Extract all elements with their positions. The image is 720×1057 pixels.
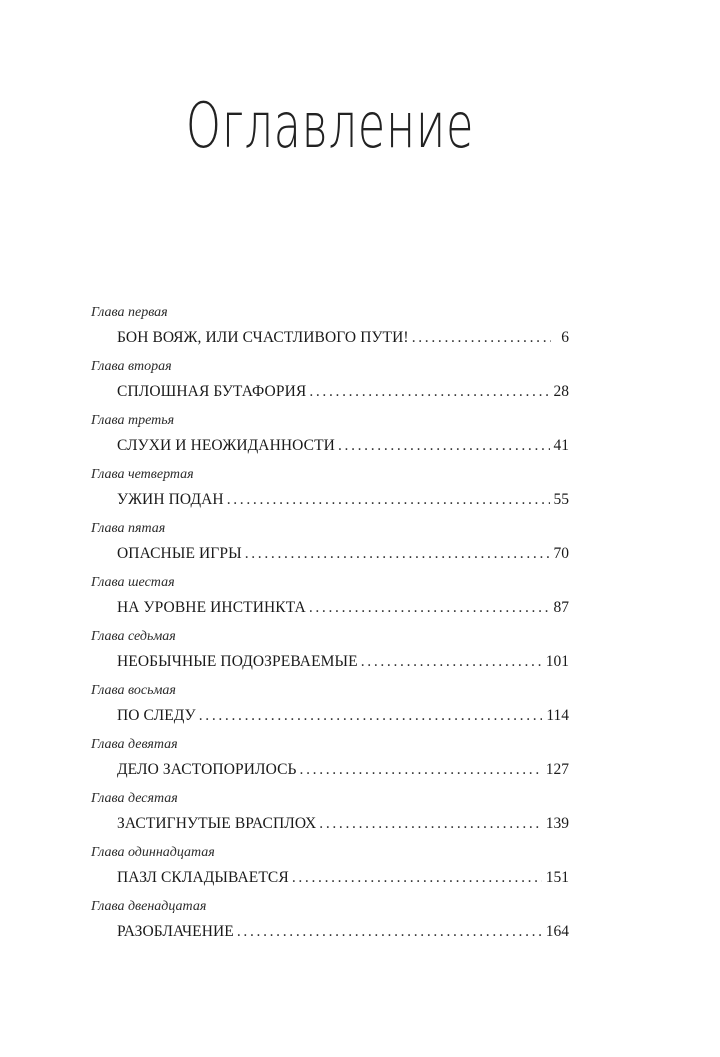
chapter-label: Глава шестая [91,575,175,590]
chapter-label: Глава пятая [91,521,166,536]
chapter-title-line [117,436,569,455]
toc-entry[interactable] [91,520,569,574]
chapter-label: Глава четвертая [91,467,194,482]
page-number: 70 [553,545,569,562]
dot-leader [361,652,542,671]
toc-entry[interactable] [91,682,569,736]
dot-leader [338,436,550,455]
page-number: 164 [545,923,569,940]
chapter-title-line [117,544,569,563]
chapter-title: НА УРОВНЕ ИНСТИНКТА [117,599,306,616]
dot-leader [412,328,551,347]
chapter-title: РАЗОБЛАЧЕНИЕ [117,923,234,940]
dot-leader [309,598,550,617]
dot-leader [300,760,542,779]
toc-entry[interactable] [91,466,569,520]
toc-entry[interactable] [91,736,569,790]
chapter-title: ДЕЛО ЗАСТОПОРИЛОСЬ [117,761,297,778]
chapter-label: Глава одиннадцатая [91,845,215,860]
chapter-label: Глава десятая [91,791,178,806]
chapter-title-line [117,328,569,347]
chapter-title-line [117,760,569,779]
chapter-title: УЖИН ПОДАН [117,491,224,508]
chapter-title-line [117,868,569,887]
page-number: 87 [553,599,569,616]
chapter-title-line [117,382,569,401]
chapter-title: ПО СЛЕДУ [117,707,196,724]
page-number: 41 [553,437,569,454]
chapter-title: БОН ВОЯЖ, ИЛИ СЧАСТЛИВОГО ПУТИ! [117,329,409,346]
table-of-contents [91,304,569,952]
chapter-title: ОПАСНЫЕ ИГРЫ [117,545,242,562]
page-number: 6 [561,329,569,346]
toc-entry[interactable] [91,790,569,844]
chapter-label: Глава девятая [91,737,178,752]
chapter-title: ПАЗЛ СКЛАДЫВАЕТСЯ [117,869,289,886]
toc-entry[interactable] [91,412,569,466]
page-title: Оглавление [185,89,475,162]
chapter-title-line [117,706,569,725]
dot-leader [237,922,542,941]
dot-leader [227,490,550,509]
toc-entry[interactable] [91,574,569,628]
chapter-label: Глава вторая [91,359,172,374]
chapter-title-line [117,922,569,941]
page-number: 127 [545,761,569,778]
page-number: 55 [553,491,569,508]
toc-entry[interactable] [91,844,569,898]
page-number: 151 [545,869,569,886]
chapter-label: Глава двенадцатая [91,899,207,914]
dot-leader [245,544,550,563]
page-number: 139 [545,815,569,832]
dot-leader [199,706,543,725]
chapter-title-line [117,598,569,617]
dot-leader [292,868,542,887]
chapter-label: Глава третья [91,413,175,428]
toc-entry[interactable] [91,358,569,412]
chapter-title-line [117,814,569,833]
chapter-label: Глава седьмая [91,629,176,644]
chapter-label: Глава восьмая [91,683,176,698]
dot-leader [309,382,549,401]
chapter-title: ЗАСТИГНУТЫЕ ВРАСПЛОХ [117,815,317,832]
page-number: 101 [545,653,569,670]
toc-entry[interactable] [91,898,569,952]
chapter-title: НЕОБЫЧНЫЕ ПОДОЗРЕВАЕМЫЕ [117,653,358,670]
chapter-title-line [117,652,569,671]
chapter-title: СПЛОШНАЯ БУТАФОРИЯ [117,383,307,400]
chapter-title: СЛУХИ И НЕОЖИДАННОСТИ [117,437,335,454]
page-number: 28 [553,383,569,400]
page-number: 114 [546,707,569,724]
chapter-title-line [117,490,569,509]
chapter-label: Глава первая [91,305,168,320]
toc-entry[interactable] [91,304,569,358]
toc-entry[interactable] [91,628,569,682]
dot-leader [319,814,541,833]
